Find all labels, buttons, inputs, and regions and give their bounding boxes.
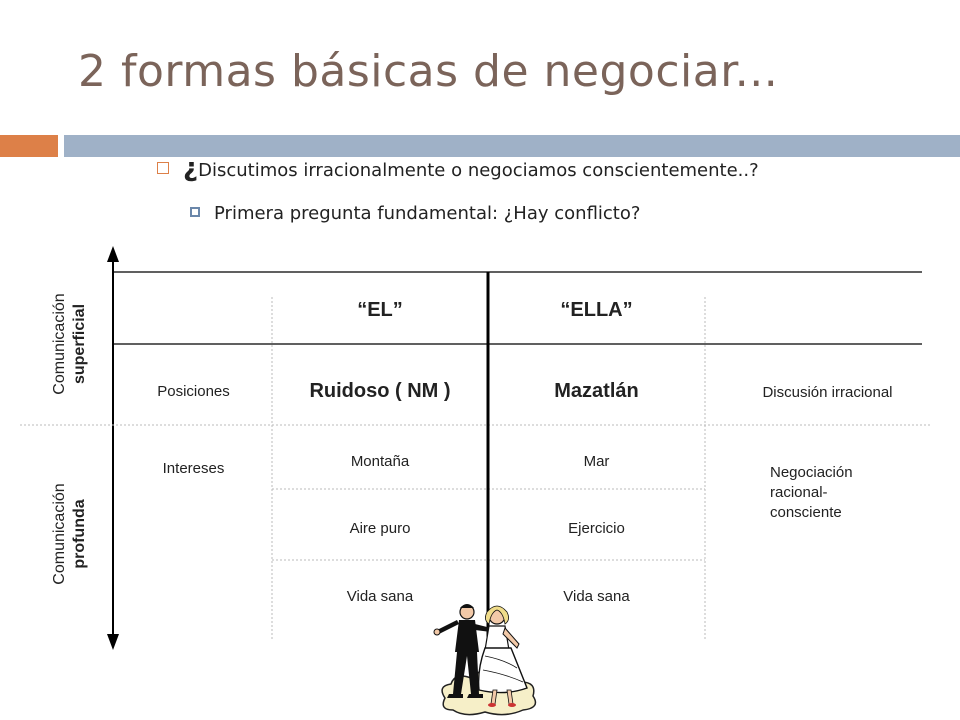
interest-el-1: Montaña [350, 453, 410, 470]
label-comunicacion-superficial [50, 284, 90, 404]
arrow-up-icon [107, 246, 119, 262]
note-line: consciente [770, 504, 842, 521]
interest-el-2: Aire puro [349, 520, 411, 537]
side-label-line: profunda [71, 499, 88, 569]
row-label-posiciones: Posiciones [157, 383, 230, 400]
note-line: Negociación [770, 464, 853, 481]
side-label-line: Comunicación [51, 483, 68, 585]
note-line: racional- [770, 484, 828, 501]
bullet-level-2-text: Primera pregunta fundamental: ¿Hay conflicto? [214, 203, 641, 224]
interest-el-3: Vida sana [346, 588, 414, 605]
side-label-line: Comunicación [51, 293, 68, 395]
note-negociacion-racional [770, 463, 853, 523]
label-comunicacion-profunda [50, 474, 90, 594]
header-ella: “ELLA” [560, 299, 633, 321]
interest-ella-1: Mar [583, 453, 610, 470]
slide-title: 2 formas básicas de negociar... [78, 46, 779, 97]
bullet-level-1-text: Discutimos irracionalmente o negociamos conscientemente..? [198, 160, 759, 181]
note-discusion-irracional: Discusión irracional [762, 384, 893, 401]
interest-ella-2: Ejercicio [568, 520, 625, 537]
question-mark: ¿ [183, 153, 199, 183]
header-el: “EL” [357, 299, 403, 321]
arrow-down-icon [107, 634, 119, 650]
side-label-line: superficial [71, 303, 88, 385]
row-label-intereses: Intereses [162, 460, 225, 477]
interest-ella-3: Vida sana [563, 588, 630, 605]
position-ella: Mazatlán [554, 380, 639, 402]
position-el: Ruidoso ( NM ) [309, 380, 451, 402]
dancing-couple-icon [425, 598, 555, 718]
